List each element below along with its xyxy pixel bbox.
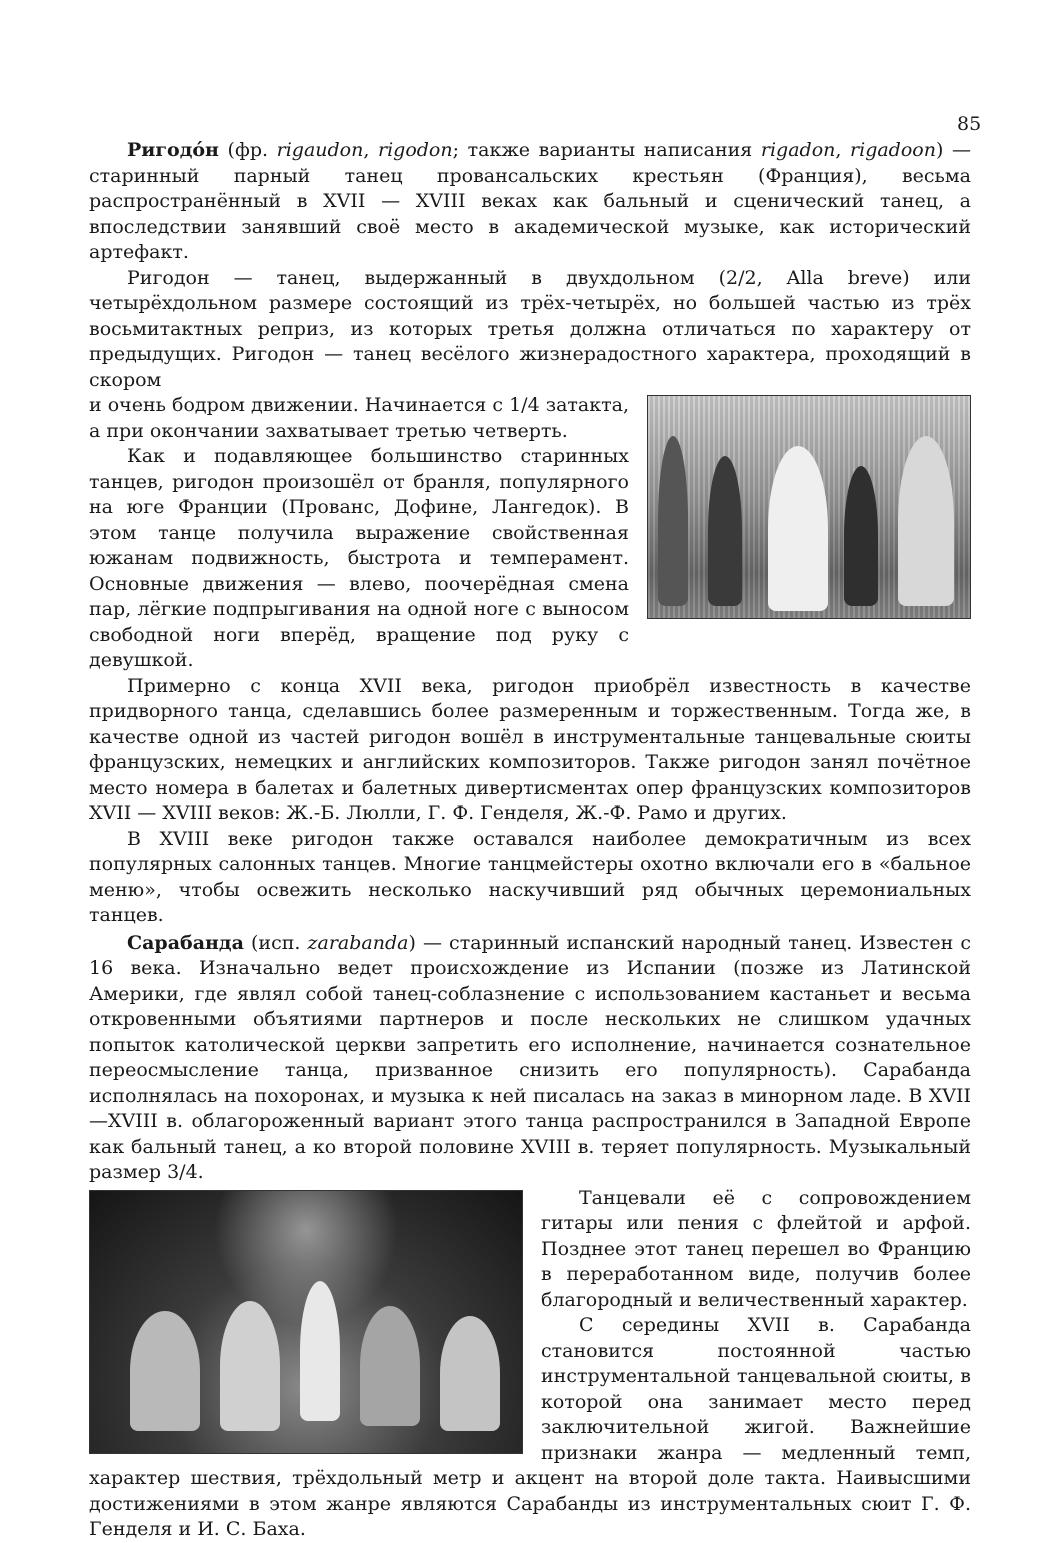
- rigaudon-sep-2: ,: [835, 139, 851, 161]
- rigaudon-variant-4: rigadoon: [850, 139, 936, 161]
- rigaudon-paragraph-1: [89, 138, 971, 266]
- figure-shape: [898, 436, 954, 606]
- sarabande-image-block: [89, 1186, 971, 1543]
- figure-shape: [658, 436, 688, 606]
- figure-shape: [708, 456, 742, 606]
- figure-shape: [130, 1311, 200, 1431]
- figure-shape: [220, 1301, 280, 1431]
- rigaudon-sep-1: ,: [363, 139, 378, 161]
- rigaudon-paragraph-2-continued: и очень бодром движении. Начинается с 1/4 затакта, а при окончании захватывает третью четверть.: [89, 394, 629, 442]
- rigaudon-paragraph-2: Ригодон — танец, выдержанный в двухдольном (2/2, Alla breve) или четырёхдольном размере состоящий из трёх-четырёх, но большей частью из трёх восьмитактных реприз, из которых третья должна отличаться по характеру от предыдущих. Ригодон — танец весёлого жизнерадостного характера, проходящий в скором: [89, 266, 971, 391]
- sarabande-variant-1: zarabanda: [307, 931, 409, 954]
- sarabande-ballroom-painting: [89, 1190, 523, 1454]
- term-rigaudon: Ригодо́н: [127, 139, 219, 161]
- term-sarabande: Сарабанда: [127, 931, 244, 954]
- rigaudon-variant-1: rigaudon: [276, 139, 364, 161]
- sarabande-def-open: (исп.: [243, 931, 308, 954]
- sarabande-paragraph-3: С середины XVII в. Сарабанда становится постоянной частью инструментальной танцевальной сюиты, в которой она занимает место перед заключительной жигой. Важнейшие признаки жанра — медленный темп, характер шествия, трёхдольный метр и акцент на второй доле такта. Наивысшими достижениями в этом жанре являются Сарабанды из инструментальных сюит Г. Ф. Генделя и И. С. Баха.: [89, 1314, 971, 1540]
- figure-shape: [300, 1281, 340, 1421]
- rigaudon-paragraph-3: Как и подавляющее большинство старинных танцев, ригодон произошёл от бранля, популярного на юге Франции (Прованс, Дофине, Лангедок). В этом танце получила выражение свойственная южанам подвижность, быстрота и темперамент. Основные движения — влево, поочерёдная смена пар, лёгкие подпрыгивания на одной ноге с выносом свободной ноги вперёд, вращение под руку с девушкой.: [89, 445, 629, 671]
- rigaudon-paragraph-4: Примерно с конца XVII века, ригодон приобрёл известность в качестве придворного танца, сделавшись более размеренным и торжественным. Тогда же, в качестве одной из частей ригодон вошёл в инструментальные танцевальные сюиты французских, немецких и английских композиторов. Также ригодон занял почётное место номера в балетах и балетных дивертисментах опер французских композиторов XVII — XVIII веков: Ж.-Б. Люлли, Г. Ф. Генделя, Ж.-Ф. Рамо и других.: [89, 674, 971, 824]
- rigaudon-variant-2: rigodon: [378, 139, 453, 161]
- page-content: [89, 138, 971, 1543]
- sarabande-definition: ) — старинный испанский народный танец. Известен с 16 века. Изначально ведет происхождение из Испании (позже из Латинской Америки, где являл собой танец-соблазнение с использованием кастаньет и весьма откровенными объятиями партнеров и после нескольких не слишком удачных попыток католической церкви запретить его исполнение, начинается сознательное переосмысление танца, призванное снизить его популярность). Сарабанда исполнялась на похоронах, и музыка к ней писалась на заказ в минорном ладе. В XVII—XVIII в. облагороженный вариант этого танца распространился в Западной Европе как бальный танец, а ко второй половине XVIII в. теряет популярность. Музыкальный размер 3/4.: [89, 931, 972, 1183]
- figure-shape: [844, 466, 878, 606]
- sarabande-paragraph-2: Танцевали её с сопровождением гитары или пения с флейтой и арфой. Позднее этот танец перешел во Францию в переработанном виде, получив более благородный и величественный характер.: [541, 1186, 971, 1311]
- rigaudon-def-open: (фр.: [218, 139, 277, 161]
- rigaudon-def-mid: ; также варианты написания: [452, 139, 761, 161]
- sarabande-paragraph-1: [89, 931, 971, 1186]
- rigaudon-image-block: [89, 393, 971, 674]
- figure-shape: [768, 446, 828, 611]
- rigaudon-dance-engraving: [647, 395, 971, 619]
- figure-shape: [440, 1316, 500, 1431]
- rigaudon-variant-3: rigadon: [760, 139, 836, 161]
- rigaudon-paragraph-5: В XVIII веке ригодон также оставался наиболее демократичным из всех популярных салонных танцев. Многие танцмейстеры охотно включали его в «бальное меню», чтобы освежить несколько наскучивший ряд обычных церемониальных танцев.: [89, 827, 971, 926]
- rigaudon-definition: ) — старинный парный танец провансальских крестьян (Франция), весьма распространённый в XVII — XVIII веках как бальный и сценический танец, а впоследствии занявший своё место в академической музыке, как исторический артефакт.: [89, 139, 971, 263]
- page-number: 85: [957, 113, 982, 135]
- figure-shape: [360, 1306, 420, 1426]
